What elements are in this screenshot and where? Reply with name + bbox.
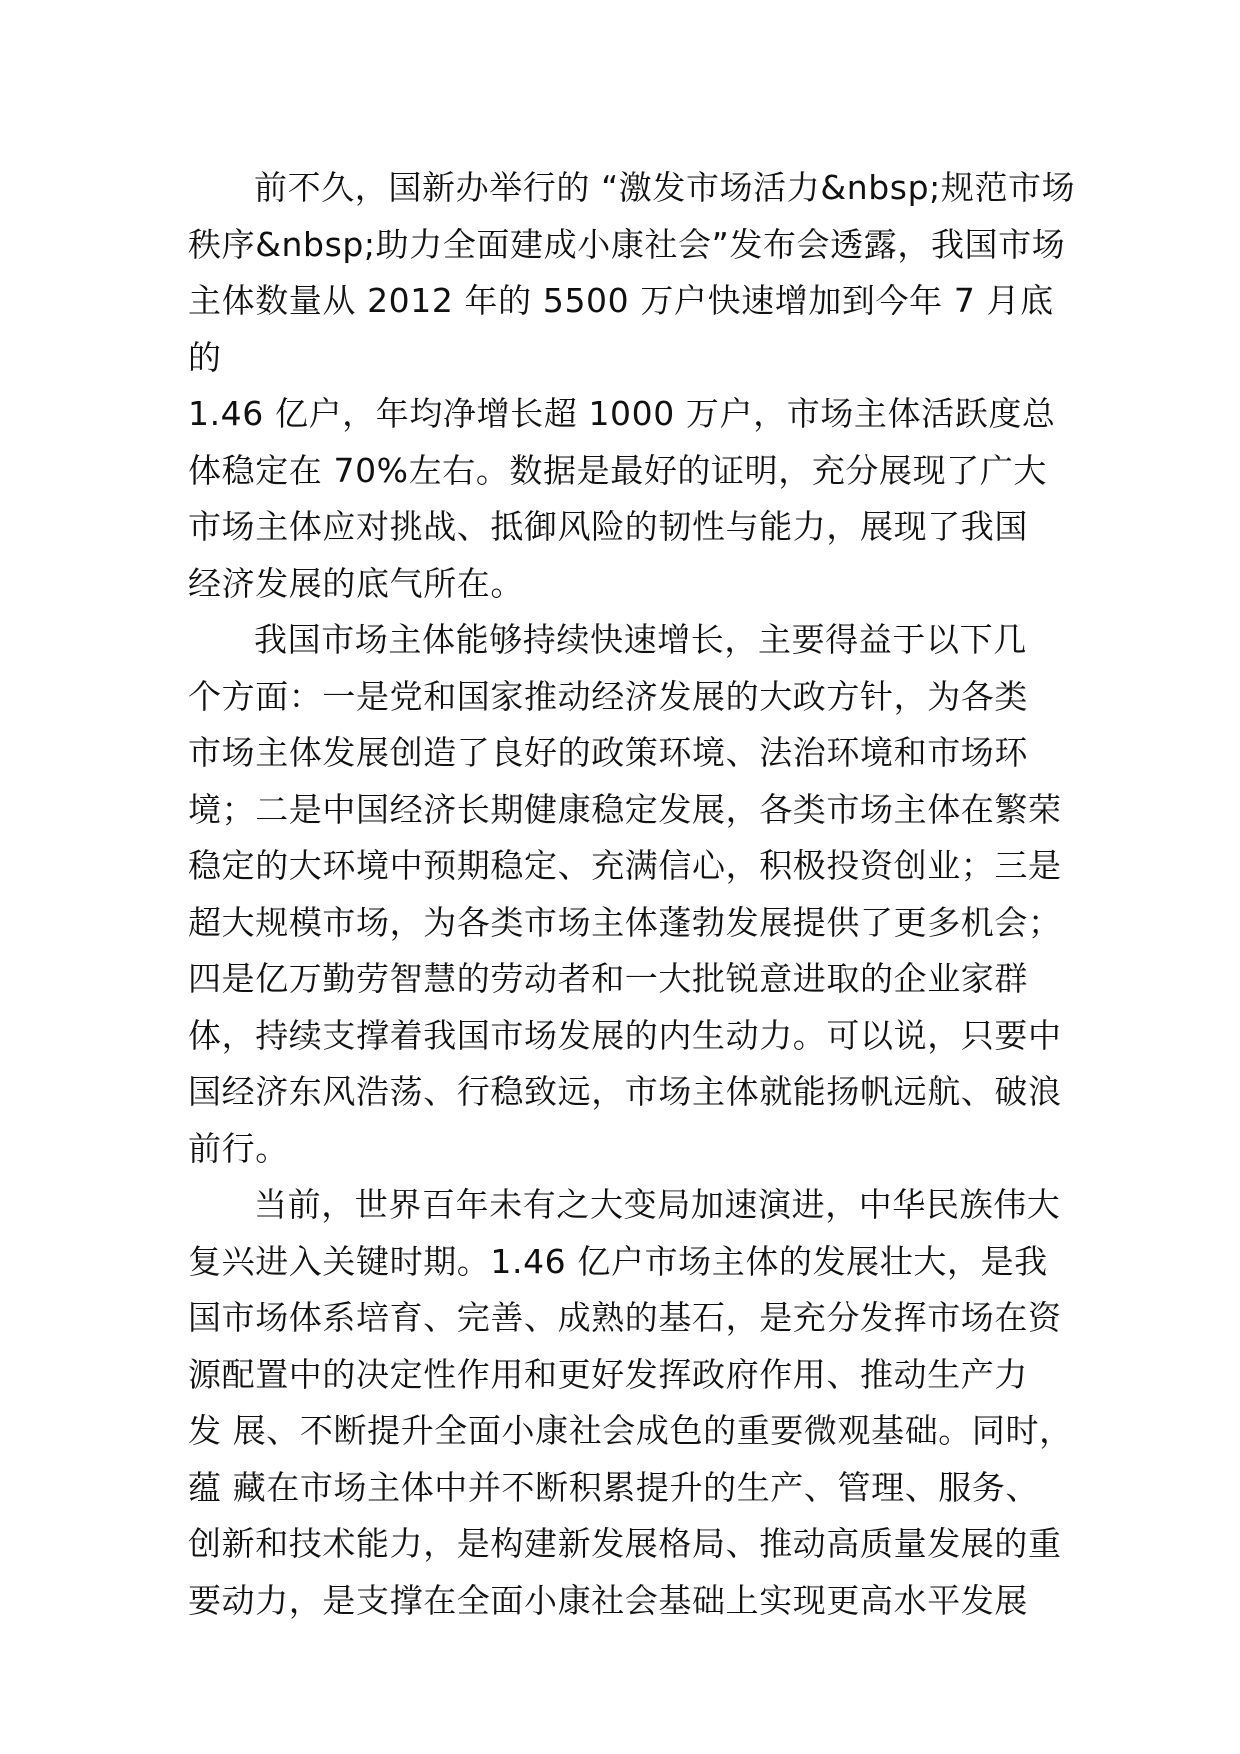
paragraph-2-line-2: 个方面：一是党和国家推动经济发展的大政方针，为各类: [188, 676, 1028, 716]
paragraph-1-line-5: 1.46 亿户，年均净增长超 1000 万户，市场主体活跃度总: [188, 394, 1056, 433]
paragraph-1-line-1: 前不久，国新办举行的 “激发市场活力&nbsp;规范市场: [254, 168, 1076, 207]
paragraph-2-line-4: 境；二是中国经济长期健康稳定发展，各类市场主体在繁荣: [188, 789, 1062, 829]
paragraph-3-line-5: 发 展、不断提升全面小康社会成色的重要微观基础。同时，: [188, 1411, 1073, 1450]
paragraph-3-line-3: 国市场体系培育、完善、成熟的基石，是充分发挥市场在资: [188, 1298, 1062, 1337]
paragraph-3-line-7: 创新和技术能力，是构建新发展格局、推动高质量发展的重: [188, 1524, 1062, 1563]
paragraph-1-line-3: 主体数量从 2012 年的 5500 万户快速增加到今年 7 月底: [188, 281, 1054, 320]
paragraph-1-line-7: 市场主体应对挑战、抵御风险的韧性与能力，展现了我国: [188, 507, 1028, 546]
paragraph-3-line-6: 蕴 藏在市场主体中并不断积累提升的生产、管理、服务、: [188, 1467, 1040, 1507]
paragraph-2-line-5: 稳定的大环境中预期稳定、充满信心，积极投资创业；三是: [188, 846, 1062, 885]
paragraph-1-line-6: 体稳定在 70%左右。数据是最好的证明，充分展现了广大: [188, 450, 1048, 490]
paragraph-2-line-10: 前行。: [188, 1128, 289, 1168]
paragraph-2-line-1: 我国市场主体能够持续快速增长，主要得益于以下几: [254, 620, 1027, 659]
paragraph-2-line-8: 体，持续支撑着我国市场发展的内生动力。可以说，只要中: [188, 1015, 1062, 1055]
paragraph-2-line-3: 市场主体发展创造了良好的政策环境、法治环境和市场环: [188, 733, 1028, 772]
paragraph-3-line-1: 当前，世界百年未有之大变局加速演进，中华民族伟大: [254, 1185, 1061, 1224]
paragraph-1-line-4: 的: [188, 337, 222, 377]
paragraph-2-line-9: 国经济东风浩荡、行稳致远，市场主体就能扬帆远航、破浪: [188, 1072, 1062, 1111]
paragraph-3-line-8: 要动力，是支撑在全面小康社会基础上实现更高水平发展: [188, 1580, 1028, 1620]
paragraph-2-line-7: 四是亿万勤劳智慧的劳动者和一大批锐意进取的企业家群: [188, 959, 1028, 998]
paragraph-3-line-2: 复兴进入关键时期。1.46 亿户市场主体的发展壮大，是我: [188, 1241, 1048, 1281]
paragraph-1-line-8: 经济发展的底气所在。: [188, 563, 524, 603]
document-body: [188, 160, 1076, 1629]
paragraph-3-line-4: 源配置中的决定性作用和更好发挥政府作用、推动生产力: [188, 1354, 1028, 1394]
paragraph-2-line-6: 超大规模市场，为各类市场主体蓬勃发展提供了更多机会；: [188, 902, 1062, 942]
paragraph-1-line-2: 秩序&nbsp;助力全面建成小康社会”发布会透露，我国市场: [188, 224, 1066, 264]
